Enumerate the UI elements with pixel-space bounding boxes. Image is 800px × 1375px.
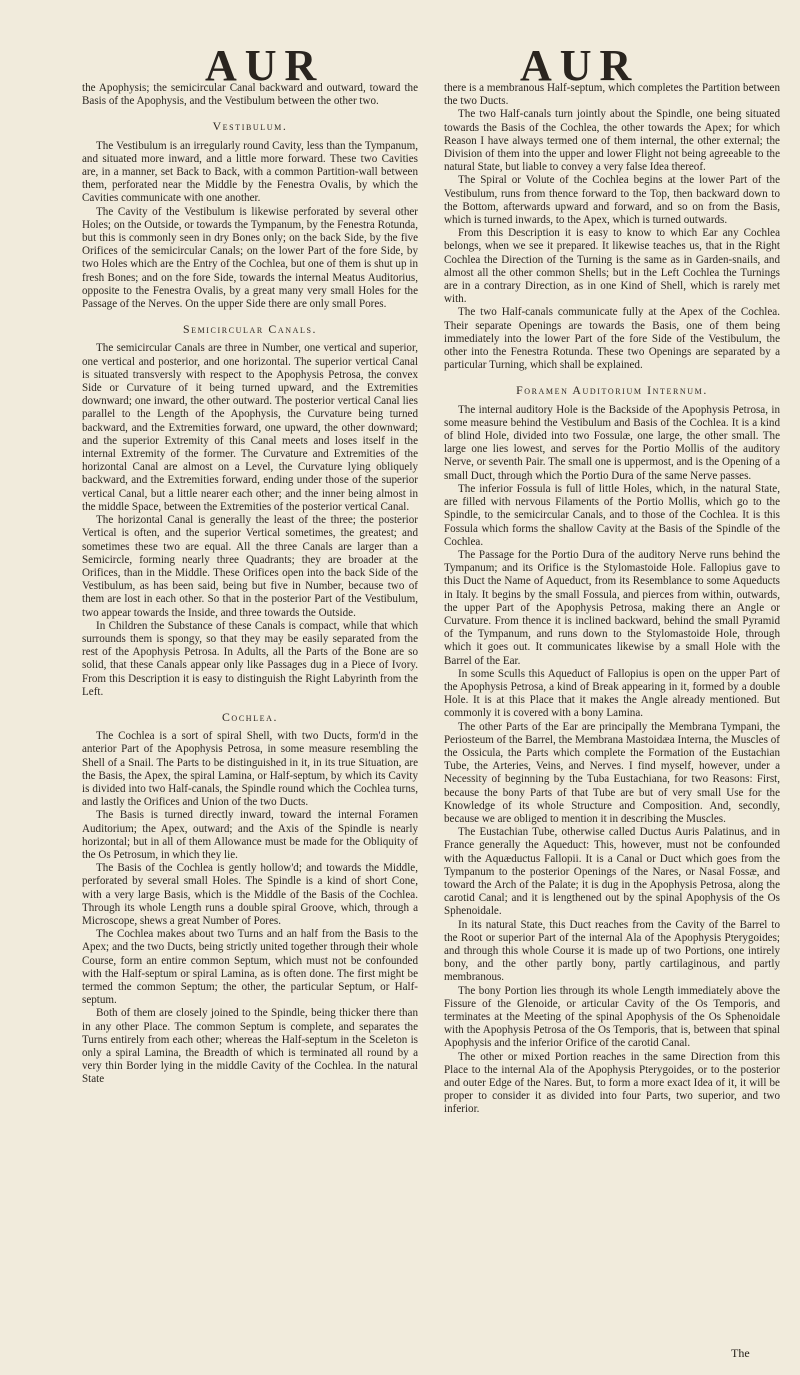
- paragraph: The Basis of the Cochlea is gently hollow'd; and towards the Middle, perforated by several small Holes. The Spindle is a kind of short Cone, with a very large Basis, which is the Middle of the Basis of the Cochlea. Through its whole Length runs a double spiral Groove, which, through a Microscope, shews a great Number of Pores.: [82, 862, 418, 927]
- section-heading: Semicircular Canals.: [182, 322, 318, 337]
- catchword: The: [731, 1346, 750, 1360]
- paragraph: The two Half-canals turn jointly about the Spindle, one being situated towards the Basis of the Cochlea, the other towards the Apex; for which Reason I have always termed one of them internal, the other external; the Division of them into the upper and lower Flight not being agreeable to the natural State, but liable to convey a very false Idea thereof.: [444, 108, 780, 174]
- paragraph: there is a membranous Half-septum, which completes the Partition between the two Ducts.: [444, 82, 780, 108]
- paragraph: The bony Portion lies through its whole Length immediately above the Fissure of the Glenoide, or articular Cavity of the Os Temporis, and terminates at the Meeting of the spinal Apophysis of the Os Sphenoidale with the Apophysis Petrosa of the Os Temporis, that is, between that spinal Apophysis and the inferior Orifice of the carotid Canal.: [444, 984, 780, 1050]
- paragraph: The Eustachian Tube, otherwise called Ductus Auris Palatinus, and in France generally the Aqueduct: This, however, must not be confounded with the Aquæductus Fallopii. It is a Canal or Duct which goes from the Tympanum to the posterior Openings of the Nares, or Nasal Fossæ, and toward the Arch of the Palate; it is dug in the Apophysis Petrosa, along the carotid Canal; and it is lengthened out by the spinal Apophysis of the Os Sphenoidale.: [444, 826, 780, 918]
- paragraph: In Children the Substance of these Canals is compact, while that which surrounds them is spongy, so that they may be easily separated from the rest of the Apophysis Petrosa. In Adults, all the Parts of the Bone are so solid, that these Canals appear only like Passages dug in a Piece of Ivory. From this Description it is easy to distinguish the Right Labyrinth from the Left.: [82, 619, 418, 698]
- paragraph: In some Sculls this Aqueduct of Fallopius is open on the upper Part of the Apophysis Petrosa, a kind of Break appearing in it, formed by a double Hole. It is at this Place that it makes the Angle already mentioned. But commonly it is covered with a bony Lamina.: [444, 667, 780, 720]
- paragraph: The inferior Fossula is full of little Holes, which, in the natural State, are filled with nervous Filaments of the Portio Mollis, which go to the Spindle, to the semicircular Canals, and to those of the Cochlea. It is this Fossula which forms the shallow Cavity at the Basis of the Spindle of the Cochlea.: [444, 482, 780, 548]
- running-head-left: AUR: [205, 41, 325, 90]
- paragraph: From this Description it is easy to know to which Ear any Cochlea belongs, when we see it prepared. It likewise teaches us, that in the Right Cochlea the Direction of the Turning is the same as in Garden-snails, and almost all the other common Shells; but in the Left Cochlea the Turnings are in a contrary Direction, as in one Kind of Shell, which is rarely met with.: [444, 227, 780, 306]
- paragraph: The two Half-canals communicate fully at the Apex of the Cochlea. Their separate Openings are towards the Basis, one of them being immediately into the lower Part of the fore Side of the Vestibulum, the other into the Fenestra Rotunda. These two Openings are separated by a particular Turning, which shall be explained.: [444, 306, 780, 372]
- section-heading: Vestibulum.: [212, 119, 288, 134]
- running-head-right: AUR: [520, 41, 640, 90]
- paragraph: Both of them are closely joined to the Spindle, being thicker there than in any other Place. The common Septum is complete, and separates the Turns entirely from each other; whereas the Half-septum in the Sceleton is only a spiral Lamina, the Breadth of which is terminated all round by a very thin Border lying in the middle Cavity of the Cochlea. In the natural State: [82, 1007, 418, 1086]
- paragraph: The Vestibulum is an irregularly round Cavity, less than the Tympanum, and situated more inward, and a little more forward. These two Cavities are, in a manner, set Back to Back, with a common Partition-wall between them, perforated near the Middle by the Fenestra Ovalis, by which the Cavities communicate with one another.: [82, 139, 418, 205]
- paragraph: The Basis is turned directly inward, toward the internal Foramen Auditorium; the Apex, outward; and the Axis of the Spindle is nearly horizontal; but in all of them Allowance must be made for the Obliquity of the Os Petrosum, in which they lie.: [82, 809, 418, 861]
- paragraph: The horizontal Canal is generally the least of the three; the posterior Vertical is often, and the superior Vertical sometimes, the greatest; and sometimes these two are equal. All the three Canals are larger than a Semicircle, forming nearly three Quadrants; they are broader at the Orifices, than in the Middle. These Orifices open into the back Side of the Vestibulum, as has been said, being but five in Number, because two of them are lost in each other. So that in the posterior Part of the Vestibulum, two appear towards the Inside, and three towards the Outside.: [82, 514, 418, 619]
- paragraph: The internal auditory Hole is the Backside of the Apophysis Petrosa, in some measure behind the Vestibulum and Basis of the Cochlea. It is a kind of blind Hole, divided into two Fossulæ, one large, the other small. The large one lies lowest, and serves for the Portio Mollis of the auditory Nerve, or seventh Pair. The small one is uppermost, and is the Opening of a small Duct, through which the Portio Dura of the same Nerve passes.: [444, 403, 780, 482]
- right-column: [444, 82, 780, 1117]
- paragraph: The semicircular Canals are three in Number, one vertical and superior, one vertical and posterior, and one horizontal. The superior vertical Canal is situated transversly with respect to the Apophysis Petrosa, the convex Side or Curvature of it being turned upward, and the Extremities downward; one inward, the other outward. The posterior vertical Canal lies parallel to the Length of the Apophysis, the Curvature being turned backward, and the Extremities forward, one upward, the other downward; and the superior Extremity of this Canal meets and loses itself in the internal Extremity of the former. The Curvature and Extremities of the horizontal Canal are almost on a Level, the Curvature lying obliquely backward, and the Extremities forward, ending under those of the superior vertical Canal, but a little nearer each other; and the inner being almost in the middle Space, between the Extremities of the posterior vertical Canal.: [82, 342, 418, 513]
- paragraph: The Cochlea makes about two Turns and an half from the Basis to the Apex; and the two Ducts, being strictly united together through their whole Course, form an entire common Septum, which must not be confounded with the Half-septum or spiral Lamina, as is often done. The first might be termed the common Septum; the other, the particular Septum, or Half-septum.: [82, 928, 418, 1007]
- left-column: [82, 82, 418, 1087]
- paragraph: The other Parts of the Ear are principally the Membrana Tympani, the Periosteum of the Barrel, the Membrana Mastoidæa Interna, the Muscles of the Ossicula, the Parts which complete the Formation of the Eustachian Tube, the Arteries, Veins, and Nerves. I find myself, however, under a Necessity of beginning by the Tuba Eustachiana, for two Reasons: First, because the bony Parts of that Tube are but of very small Use for the Knowledge of its whole Structure and Composition. And, secondly, because we are obliged to mention it in describing the Muscles.: [444, 720, 780, 825]
- section-heading: Cochlea.: [221, 709, 279, 724]
- section-heading: Foramen Auditorium Internum.: [516, 383, 708, 398]
- paragraph: the Apophysis; the semicircular Canal backward and outward, toward the Basis of the Apophysis, and the Vestibulum between the other two.: [82, 82, 418, 108]
- paragraph: The Cochlea is a sort of spiral Shell, with two Ducts, form'd in the anterior Part of the Apophysis Petrosa, in some measure resembling the Shell of a Snail. The Parts to be distinguished in it, in its true Situation, are the Basis, the Apex, the spiral Lamina, or Half-septum, by which its Cavity is divided into two Half-canals, the Spindle round which the Cochlea turns, and lastly the Orifices and Union of the two Ducts.: [82, 730, 418, 809]
- paragraph: The Spiral or Volute of the Cochlea begins at the lower Part of the Vestibulum, runs from thence forward to the Top, then backward down to the Bottom, afterwards upward and forward, and so on from the Basis, which is turned inwards, to the Apex, which is turned outwards.: [444, 174, 780, 227]
- paragraph: In its natural State, this Duct reaches from the Cavity of the Barrel to the Root or superior Part of the internal Ala of the Apophysis Pterygoides; and through this whole Course it is made up of two Portions, one intirely bony, and the other partly bony, partly cartilaginous, and partly membranous.: [444, 918, 780, 984]
- paragraph: The Cavity of the Vestibulum is likewise perforated by several other Holes; on the Outside, or towards the Tympanum, by the Fenestra Rotunda, but this is commonly seen in dry Bones only; on the back Side, by the five Orifices of the semicircular Canals; on the lower Part of the fore Side, by two Holes which are the Entry of the Cochlea, but one of them is shut up in fresh Bones; and on the fore Side, towards the internal Meatus Auditorius, opposite to the Fenestra Ovalis, by a great many very small Holes for the Passage of the Nerves. On the upper Side there are only small Pores.: [82, 205, 418, 311]
- paragraph: The Passage for the Portio Dura of the auditory Nerve runs behind the Tympanum; and its Orifice is the Stylomastoide Hole. Fallopius gave to this Duct the Name of Aqueduct, from its Resemblance to some Aqueducts in Italy. It begins by the small Fossula, and pierces from within, outwards, the upper Part of the Apophysis Petrosa, making there an Angle or Curvature. From thence it is inclined backward, behind the small Pyramid of the Tympanum, and runs down to the Stylomastoide Hole, through which it goes out. It communicates likewise by a small Hole with the Barrel of the Ear.: [444, 548, 780, 667]
- paragraph: The other or mixed Portion reaches in the same Direction from this Place to the internal Ala of the Apophysis Pterygoides, or to the posterior and outer Edge of the Nares. But, to form a more exact Idea of it, it will be proper to consider it as divided into four Parts, two superior, and two inferior.: [444, 1050, 780, 1116]
